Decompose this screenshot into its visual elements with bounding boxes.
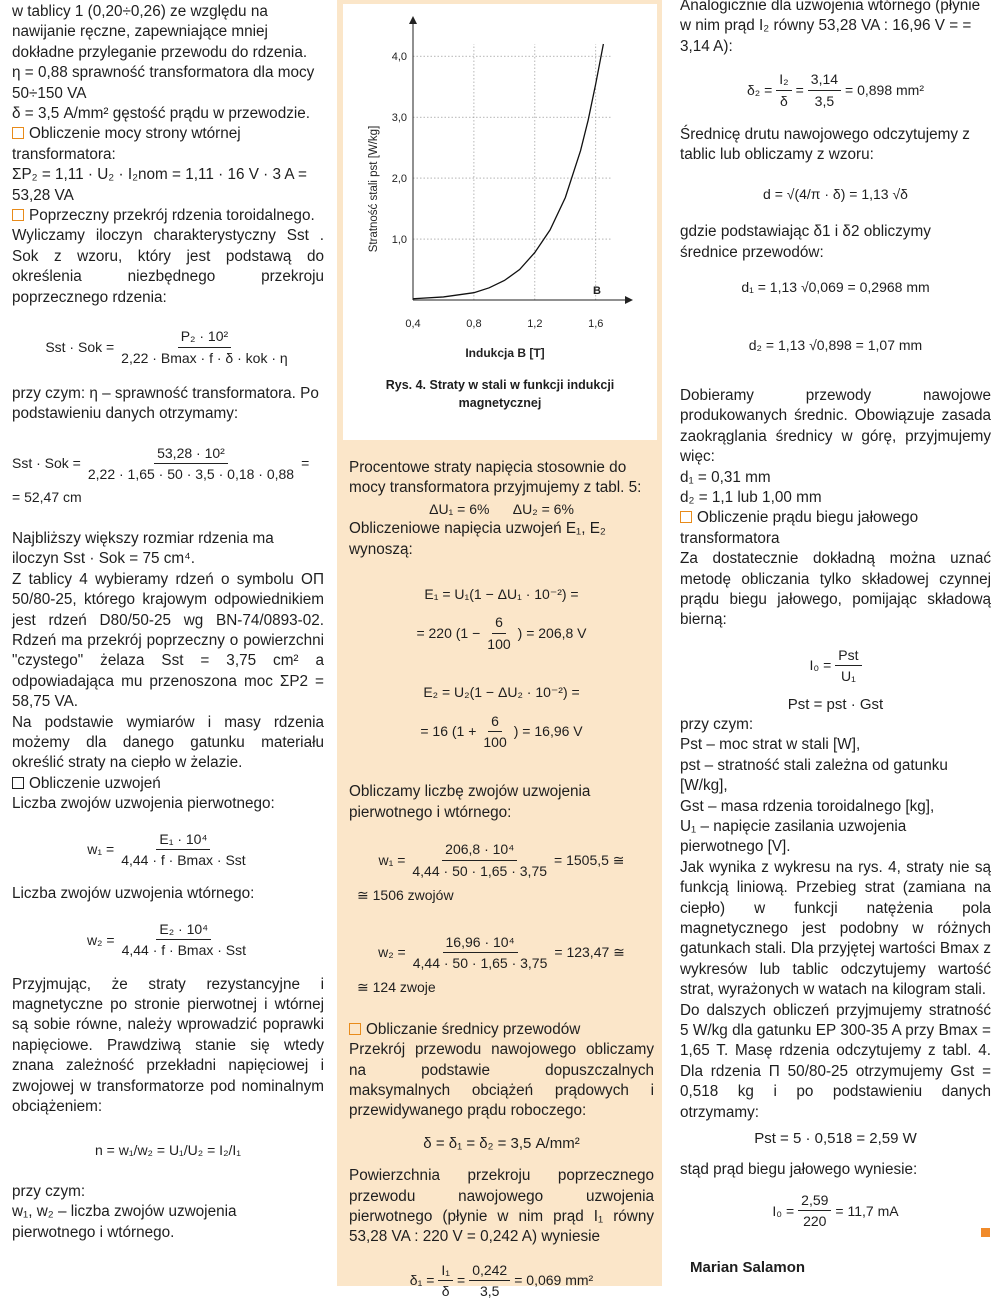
sum-p2-equation: ΣP₂ = 1,11 · U₂ · I₂nom = 1,11 · 16 V · 3 A = 53,28 VA [12,166,307,204]
paragraph: Obliczeniowe napięcia uzwojeń E₁, E₂ wynoszą: [349,520,606,558]
paragraph: przy czym: [12,1182,86,1200]
formula-result: ≅ 1506 zwojów [357,887,454,904]
paragraph: przy czym: [680,715,754,733]
formula-w1-values: w₁ = $\frac{\text{206,8 · 10⁴}}{4,44 \cdot 50 \cdot 1,65 \cdot 3,75}$ = 1505,5 ≅ [349,839,654,881]
column-1 [12,0,324,1243]
formula-e2: E₂ = U₂(1 − ΔU₂ · 10⁻²) = [423,684,580,701]
fraction: $\frac{3,14}{3,5}$ [808,69,841,111]
paragraph: Procentowe straty napięcia stosownie do mocy transformatora przyjmujemy z tabl. 5: [349,459,642,497]
figure-4 [343,4,657,440]
fraction: $\frac{2,59}{220}$ [798,1190,831,1232]
paragraph: Obliczamy liczbę zwojów uzwojenia pierwotnego i wtórnego: [349,783,591,821]
column-3 [680,0,991,1278]
author-name: Marian Salamon [690,1258,806,1276]
formula-result: = 52,47 cm [12,488,82,505]
paragraph: Na podstawie wymiarów i masy rdzenia możemy dla danego gatunku materiału określić straty na ciepło w żelazie. [12,713,324,772]
b-axis-label: B [593,285,601,297]
x-axis-arrow-icon [625,296,633,304]
paragraph: Najbliższy większy rozmiar rdzenia ma iloczyn Sst · Sok = 75 cm⁴. [12,529,274,568]
paragraph: Liczba zwojów uzwojenia wtórnego: [12,885,255,903]
delta-definition: δ = 3,5 A/mm² gęstość prądu w przewodzie. [12,105,311,123]
formula-e1: E₁ = U₁(1 − ΔU₁ · 10⁻²) = [424,586,579,603]
loss-chart [343,4,657,374]
paragraph: Przekrój przewodu nawojowego obliczamy na podstawie dopuszczalnych maksymalnych obciążeń prądowych i przewidywanego prądu roboczego: [349,1041,654,1120]
pst-calculation: Pst = 5 · 0,518 = 2,59 W [754,1130,917,1148]
eta-definition: η = 0,88 sprawność transformatora dla mocy 50÷150 VA [12,64,315,102]
x-tick-label: 0,4 [405,318,421,330]
fraction: $\frac{6}{100}$ [483,712,507,751]
formula-sst-sok-values: Sst · Sok = $\frac{\text{53,28 · 10²}}{2,22 \cdot 1,65 \cdot 50 \cdot 3,5 \cdot 0,18 \cdot 0,88}$ = [12,443,324,485]
paragraph: Powierzchnia przekroju poprzecznego przewodu nawojowego uzwojenia pierwotnego (płynie w nim prąd I₁ równy 53,28 VA : 220 V = 0,242 A) wyniesie [349,1167,654,1246]
fraction: $\frac{\text{E₂ · 10⁴}}{\text{4,44 · f · Bmax · Sst}}$ [121,920,247,959]
formula-delta1: δ₁ = $\frac{\text{I₁}}{\delta}$ = $\frac{0,242}{3,5}$ = 0,069 mm² [349,1260,654,1302]
formula-ratio: n = w₁/w₂ = U₁/U₂ = I₂/I₁ [94,1141,241,1158]
voltage-drop-values: ΔU₁ = 6% ΔU₂ = 6% [429,500,574,517]
formula-e1-values: = 220 (1 − $\frac{6}{100}$ ) = 206,8 V [349,612,654,654]
checkbox-bullet-icon [349,1023,361,1035]
formula-i0-values: I₀ = $\frac{2,59}{220}$ = 11,7 mA [680,1190,991,1232]
paragraph: Z tablicy 4 wybieramy rdzeń o symbolu OΠ 50/80-25, którego krajowym odpowiednikiem jest rdzeń D80/50-25 wg BN-74/0893-02. Rdzeń ma przekrój poprzeczny o powierzchni "czystego" żelaza Sst = 3,75 cm² a odpowiadająca mu przenoszona moc ΣP2 = 58,75 VA. [12,570,324,711]
fraction: $\frac{\text{E₁ · 10⁴}}{\text{4,44 · f · Bmax · Sst}}$ [121,830,246,869]
checkbox-bullet-icon [12,209,24,221]
section-heading: Obliczanie średnicy przewodów [349,1020,654,1040]
fraction: $\frac{\text{53,28 · 10²}}{2,22 \cdot 1,65 \cdot 50 \cdot 3,5 \cdot 0,18 \cdot 0,88}$ [87,444,295,483]
formula-sst-sok: Sst · Sok = $\frac{\text{P₂ · 10²}}{\text{2,22 · Bmax · f · δ · kok · η}}$ [12,326,324,368]
formula-w2-values: w₂ = $\frac{\text{16,96 · 10⁴}}{4,44 \cdot 50 \cdot 1,65 \cdot 3,75}$ = 123,47 ≅ [349,932,654,974]
formula-w2: w₂ = $\frac{\text{E₂ · 10⁴}}{\text{4,44 · f · Bmax · Sst}}$ [12,919,324,961]
y-axis-arrow-icon [409,16,417,24]
column-2-text [349,458,654,1302]
paragraph: w tablicy 1 (0,20÷0,26) ze względu na nawijanie ręczne, zapewniające mniej dokładne przyleganie przewodu do rdzenia. [12,3,308,61]
figure-caption: Rys. 4. Straty w stali w funkcji indukcji magnetycznej [385,378,615,410]
definition: U₁ – napięcie zasilania uzwojenia pierwotnego [V]. [680,818,907,856]
x-tick-label: 0,8 [466,318,482,330]
formula-i0: I₀ = $\frac{\text{Pst}}{\text{U₁}}$ [680,645,991,687]
fraction: $\frac{\text{I₁}}{\delta}$ [438,1260,453,1302]
series-line [413,44,603,299]
formula-d1: d₁ = 1,13 √0,069 = 0,2968 mm [741,279,930,296]
definition: pst – stratność stali zależna od gatunku [W/kg], [680,756,948,795]
formula-e2-values: = 16 (1 + $\frac{6}{100}$ ) = 16,96 V [349,711,654,753]
paragraph: stąd prąd biegu jałowego wyniesie: [680,1160,918,1178]
formula-delta2: δ₂ = $\frac{\text{I₂}}{\delta}$ = $\frac{3,14}{3,5}$ = 0,898 mm² [680,69,991,111]
fraction: $\frac{\text{206,8 · 10⁴}}{4,44 \cdot 50 \cdot 1,65 \cdot 3,75}$ [412,841,548,879]
y-axis-label: Stratność stali pst [W/kg] [368,125,380,253]
x-axis-label: Indukcja B [T] [465,346,545,360]
paragraph: przy czym: η – sprawność transformatora. Po podstawieniu danych otrzymamy: [12,384,319,423]
section-heading: Poprzeczny przekrój rdzenia toroidalnego. [12,206,324,226]
y-tick-label: 2,0 [391,173,407,186]
fraction: $\frac{\text{I₂}}{\delta}$ [776,69,791,111]
checkbox-bullet-icon [12,777,24,789]
fraction: $\frac{6}{100}$ [487,614,511,652]
definition: Gst – masa rdzenia toroidalnego [kg], [680,797,935,815]
paragraph: Przyjmując, że straty rezystancyjne i magnetyczne po stronie pierwotnej i wtórnej są sobie równe, należy wprowadzić poprawki napięciowe. Prawdziwą stanie się wtedy znana zależność przekładni napięciowej i zwojowej w transformatorze pod nominalnym obciążeniem: [12,975,324,1116]
paragraph: Średnicę drutu nawojowego odczytujemy z tablic lub obliczamy z wzoru: [680,126,970,164]
x-tick-label: 1,2 [527,318,543,330]
checkbox-bullet-icon [680,511,692,523]
paragraph: Dobieramy przewody nawojowe produkowanych średnic. Obowiązuje zasada zaokrąglania średnicy w górę, przyjmujemy więc: [680,386,991,466]
d1-value: d₁ = 0,31 mm [680,468,771,486]
checkbox-bullet-icon [12,127,24,139]
formula-pst: Pst = pst · Gst [787,695,884,713]
formula-d2: d₂ = 1,13 √0,898 = 1,07 mm [748,337,923,354]
formula-result: ≅ 124 zwoje [357,979,436,996]
paragraph: w₁, w₂ – liczba zwojów uzwojenia pierwotnego i wtórnego. [12,1203,237,1241]
diameter-formula: d = √(4/π · δ) = 1,13 √δ [763,185,908,202]
definition: Pst – moc strat w stali [W], [680,736,861,754]
paragraph: Do dalszych obliczeń przyjmujemy stratność 5 W/kg dla gatunku EP 300-35 A przy Bmax = 1,65 T. Masę rdzenia odczytujemy z tabl. 4. Dla rdzenia Π 50/80-25 otrzymujemy Gst = 0,518 kg i po podstawieniu danych otrzymamy: [680,1001,991,1121]
section-heading: Obliczenie prądu biegu jałowego transformatora [680,509,919,547]
paragraph: Za dostatecznie dokładną można uznać metodę obliczania tylko składowej czynnej prądu biegu jałowego, pomijając składową bierną: [680,550,991,629]
fraction: $\frac{\text{Pst}}{\text{U₁}}$ [835,645,861,687]
section-heading: Obliczenie uzwojeń [12,774,324,794]
delta-equation: δ = δ₁ = δ₂ = 3,5 A/mm² [423,1134,580,1152]
y-tick-label: 1,0 [391,234,407,247]
fraction: $\frac{\text{16,96 · 10⁴}}{4,44 \cdot 50 \cdot 1,65 \cdot 3,75}$ [412,933,548,971]
d2-value: d₂ = 1,1 lub 1,00 mm [680,488,822,506]
paragraph: Jak wynika z wykresu na rys. 4, straty nie są funkcją liniową. Przebieg strat (zamiana na ciepło) w funkcji natężenia pola magnetycznego jest podobny w różnych gatunkach stali. Dla przyjętej wartości Bmax z wykresów lub tablic odczytujemy wartość strat, wyrażonych w watach na kilogram stali. [680,858,991,999]
paragraph: gdzie podstawiając δ1 i δ2 obliczymy średnice przewodów: [680,223,931,261]
fraction: $\frac{0,242}{3,5}$ [469,1260,510,1302]
formula-w1: w₁ = $\frac{\text{E₁ · 10⁴}}{\text{4,44 · f · Bmax · Sst}}$ [12,829,324,871]
paragraph: Wyliczamy iloczyn charakterystyczny Sst . Sok z wzoru, który jest podstawą do określenia niezbędnego przekroju poprzecznego rdzenia: [12,227,324,306]
section-heading: Obliczenie mocy strony wtórnej transformatora: [12,125,241,163]
paragraph: Liczba zwojów uzwojenia pierwotnego: [12,795,275,813]
y-tick-label: 4,0 [391,51,407,64]
fraction: $\frac{\text{P₂ · 10²}}{\text{2,22 · Bmax · f · δ · kok · η}}$ [121,328,288,366]
x-tick-label: 1,6 [588,318,604,330]
end-mark-icon [981,1228,990,1237]
paragraph: Analogicznie dla uzwojenia wtórnego (płynie w nim prąd I₂ równy 53,28 VA : 16,96 V = = 3,14 A): [680,0,981,55]
y-tick-label: 3,0 [391,112,407,125]
